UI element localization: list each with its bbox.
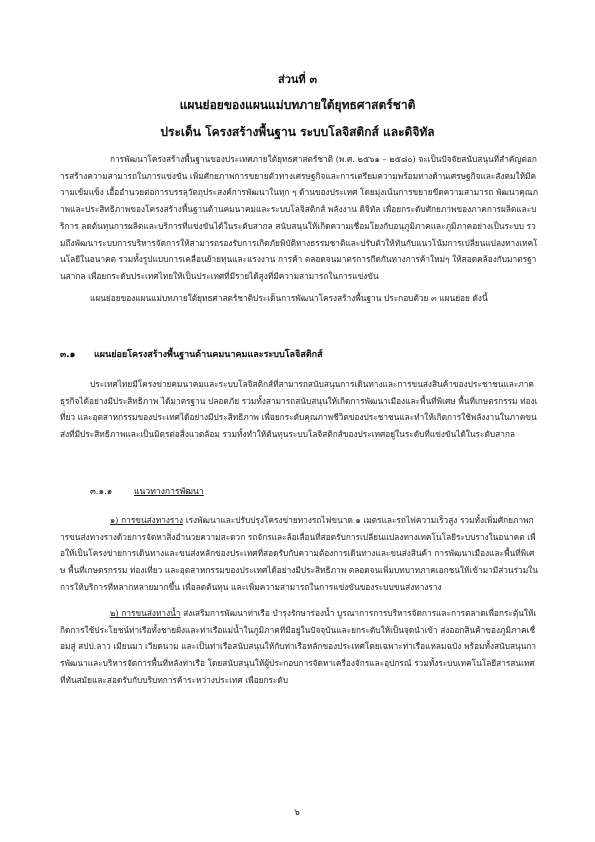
section-paragraph: ประเทศไทยมีโครงข่ายคมนาคมและระบบโลจิสติกส์ที่สามารถสนับสนุนการเดินทางและการขนส่งสินค้าของประชาชนและภาคธุรกิจได้อย่างมีประสิทธิภาพ ได้มาตรฐาน ปลอดภัย รวมทั้งสามารถสนับสนุนให้เกิดการพัฒนาเมืองและพื้นที่พิเศษ พื้นที่เกษตรกรรม ท่องเที่ยว และอุตสาหกรรมของประเทศได้อย่างมีประสิทธิภาพ เพื่อยกระดับคุณภาพชีวิตของประชาชนและทำให้เกิดการใช้พลังงานในภาคขนส่งที่มีประสิทธิภาพและเป็นมิตรต่อสิ่งแวดล้อม รวมทั้งทำให้ต้นทุนระบบโลจิสติกส์ของประเทศอยู่ในระดับที่แข่งขันได้ในระดับสากล — [60, 379, 538, 440]
summary-paragraph: แผนย่อยของแผนแม่บทภายใต้ยุทธศาสตร์ชาติประเด็นการพัฒนาโครงสร้างพื้นฐาน ประกอบด้วย ๓ แผนย่อย ดังนี้ — [90, 293, 488, 303]
subsection-number: ๓.๑.๑ — [90, 487, 113, 497]
item-rail-transport — [60, 512, 538, 596]
document-subtitle: ประเด็น โครงสร้างพื้นฐาน ระบบโลจิสติกส์ และดิจิทัล — [160, 125, 435, 139]
section-heading — [60, 347, 323, 361]
document-title: แผนย่อยของแผนแม่บทภายใต้ยุทธศาสตร์ชาติ — [179, 98, 416, 112]
intro-paragraph: การพัฒนาโครงสร้างพื้นฐานของประเทศภายใต้ยุทธศาสตร์ชาติ (พ.ศ. ๒๕๖๑ – ๒๕๘๐) จะเป็นปัจจัยสนับสนุนที่สำคัญต่อการสร้างความสามารถในการแข่งขัน เพิ่มศักยภาพการขยายตัวทางเศรษฐกิจและการเตรียมความพร้อมทางด้านเศรษฐกิจและสังคมให้มีความเข้มแข็ง เอื้ออำนวยต่อการบรรลุวัตถุประสงค์การพัฒนาในทุก ๆ ด้านของประเทศ โดยมุ่งเน้นการขยายขีดความสามารถ พัฒนาคุณภาพและประสิทธิภาพของโครงสร้างพื้นฐานด้านคมนาคมและระบบโลจิสติกส์ พลังงาน ดิจิทัล เพื่อยกระดับศักยภาพของภาคการผลิตและบริการ ลดต้นทุนการผลิตและบริการที่แข่งขันได้ในระดับสากล สนับสนุนให้เกิดความเชื่อมโยงกับอนุภูมิภาคและภูมิภาคอย่างเป็นระบบ รวมถึงพัฒนาระบบการบริหารจัดการให้สามารถรองรับการเกิดภัยพิบัติทางธรรมชาติและปรับตัวให้ทันกับแนวโน้มการเปลี่ยนแปลงทางเทคโนโลยีในอนาคต รวมทั้งรูปแบบการเคลื่อนย้ายทุนและแรงงาน การค้า ตลอดจนมาตรการกีดกันทางการค้าใหม่ๆ ให้สอดคล้องกับมาตรฐานสากล เพื่อยกระดับประเทศไทยให้เป็นประเทศที่มีรายได้สูงที่มีความสามารถในการแข่งขัน — [60, 154, 538, 281]
subsection-heading — [90, 484, 204, 498]
item-water-label: ๒) การขนส่งทางน้ำ — [110, 608, 181, 618]
page-number: ๖ — [294, 808, 300, 818]
section-number: ๓.๑ — [60, 350, 76, 360]
subsection-title: แนวทางการพัฒนา — [134, 487, 204, 497]
item-water-text: ส่งเสริมการพัฒนาท่าเรือ บำรุงรักษาร่องน้ำ บูรณาการการบริหารจัดการและการตลาดเพื่อกระตุ้นให้เกิดการใช้ประโยชน์ท่าเรือทั้งชายฝั่งและท่าเรือแม่น้ำในภูมิภาคที่มีอยู่ในปัจจุบันและยกระดับให้เป็นจุดนำเข้า ส่งออกสินค้าของภูมิภาคเชื่อมสู่ สปป.ลาว เมียนมา เวียดนาม และเป็นท่าเรือสนับสนุนให้กับท่าเรือหลักของประเทศโดยเฉพาะท่าเรือแหลมฉบัง พร้อมทั้งสนับสนุนการพัฒนาและบริหารจัดการพื้นที่หลังท่าเรือ โดยสนับสนุนให้ผู้ประกอบการจัดหาเครื่องจักรและอุปกรณ์ รวมทั้งระบบเทคโนโลยีสารสนเทศที่ทันสมัยและสอดรับกับบริบทการค้าระหว่างประเทศ เพื่อยกระดับ — [60, 608, 537, 685]
item-rail-text: เร่งพัฒนาและปรับปรุงโครงข่ายทางรถไฟขนาด ๑ เมตรและรถไฟความเร็วสูง รวมทั้งเพิ่มศักยภาพการขนส่งทางรางด้วยการจัดหาสิ่งอำนวยความสะดวก รถจักรและล้อเลื่อนที่สอดรับการเปลี่ยนแปลงทางเทคโนโลยีระบบรางในอนาคต เพื่อให้เป็นโครงข่ายการเดินทางและขนส่งหลักของประเทศที่สอดรับกับความต้องการเดินทางและขนส่งสินค้า การพัฒนาเมืองและพื้นที่พิเศษ พื้นที่เกษตรกรรม ท่องเที่ยว และอุตสาหกรรมของประเทศได้อย่างมีประสิทธิภาพ ตลอดจนเพิ่มบทบาทภาคเอกชนให้เข้ามามีส่วนร่วมในการให้บริการที่หลากหลายมากขึ้น เพื่อลดต้นทุน และเพิ่มความสามารถในการแข่งขันของระบบขนส่งทางราง — [60, 515, 538, 592]
part-heading: ส่วนที่ ๓ — [277, 73, 317, 86]
item-water-transport — [60, 605, 538, 723]
section-title: แผนย่อยโครงสร้างพื้นฐานด้านคมนาคมและระบบโลจิสติกส์ — [94, 350, 323, 360]
item-rail-label: ๑) การขนส่งทางราง — [110, 515, 184, 525]
